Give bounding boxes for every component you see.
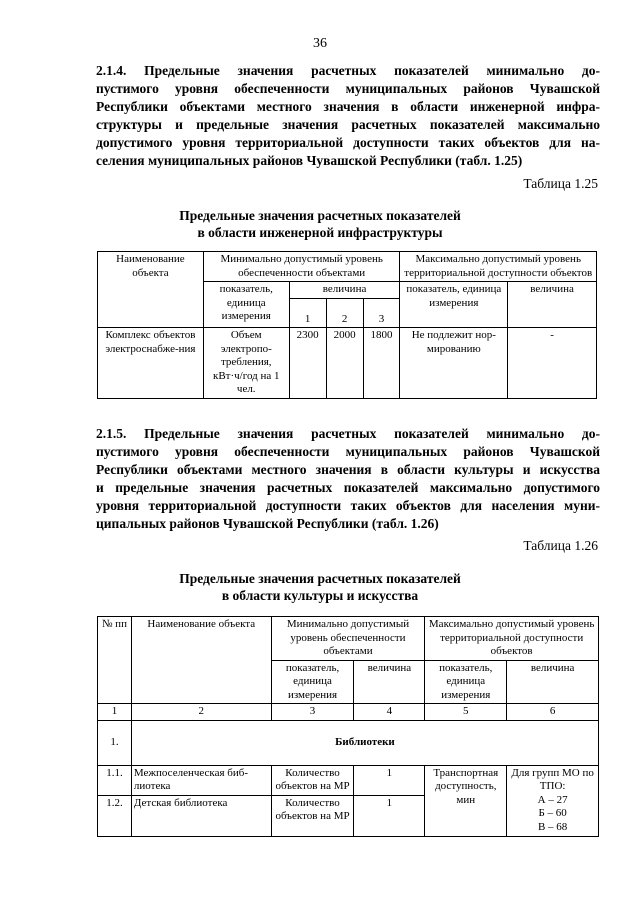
column-number: 3 xyxy=(271,704,354,721)
access-indicator: Транспортная доступность, мин xyxy=(425,765,507,836)
header-indicator-2: показатель, единица измерения xyxy=(400,282,508,328)
header-indicator-2: показатель, единица измерения xyxy=(425,660,507,704)
cell-value-2: 2000 xyxy=(326,328,363,399)
table-1-26 xyxy=(97,616,599,837)
header-number: № пп xyxy=(98,617,132,704)
access-value-b: Б – 60 xyxy=(538,807,567,819)
text-line: Республики объектами местного значения в области инженерной инфра- xyxy=(96,99,600,114)
group-row xyxy=(98,720,599,765)
table-title-1-25 xyxy=(0,207,640,241)
table-label-1-25: Таблица 1.25 xyxy=(523,176,598,191)
header-min-level: Минимально допустимый уровень обеспеченности объектами xyxy=(203,252,400,282)
header-max-access: Максимально допустимый уровень территориальной доступности объектов xyxy=(400,252,597,282)
text-line: селения муниципальных районов Чувашской Республики (табл. 1.25) xyxy=(96,153,523,168)
cell-value-3: 1800 xyxy=(363,328,400,399)
access-value-c: В – 68 xyxy=(537,820,568,833)
text-line: пустимого уровня обеспеченности муниципальных районов Чувашской xyxy=(96,81,600,96)
cell-value-1: 2300 xyxy=(289,328,326,399)
row-value: 1 xyxy=(354,795,425,836)
table-1-25 xyxy=(97,251,597,399)
row-number: 1.2. xyxy=(98,795,132,836)
table-title-line: Предельные значения расчетных показателей xyxy=(179,208,461,223)
row-indicator: Количество объектов на МР xyxy=(271,795,354,836)
table-title-line: Предельные значения расчетных показателей xyxy=(179,571,461,586)
row-number: 1.1. xyxy=(98,765,132,795)
group-name: Библиотеки xyxy=(131,720,598,765)
header-value-col-3: 3 xyxy=(363,299,400,328)
header-value-col-1: 1 xyxy=(289,299,326,328)
table-row xyxy=(98,328,597,399)
text-line: допустимого уровня территориальной доступности таких объектов для на- xyxy=(96,135,600,150)
header-name: Наименование объекта xyxy=(98,252,204,328)
section-2-1-5-text xyxy=(96,425,600,533)
page-number: 36 xyxy=(313,36,327,51)
text-line: ципальных районов Чувашской Республики (табл. 1.26) xyxy=(96,516,439,531)
column-number-row xyxy=(98,704,599,721)
cell-indicator: Объем электропо-требления, кВт·ч/год на 1 чел. xyxy=(203,328,289,399)
access-value-head: Для групп МО по ТПО: xyxy=(511,766,594,792)
header-value-2: величина xyxy=(507,660,599,704)
header-value: величина xyxy=(289,282,400,299)
text-line: структуры и предельные значения расчетных показателей максимально xyxy=(96,117,600,132)
access-value xyxy=(507,765,599,836)
text-line: 2.1.5. Предельные значения расчетных показателей минимально до- xyxy=(96,426,600,441)
access-value-a: А – 27 xyxy=(537,793,568,806)
cell-name: Комплекс объектов электроснабже-ния xyxy=(98,328,204,399)
text-line: уровня территориальной доступности таких объектов для населения муни- xyxy=(96,498,600,513)
header-max-access: Максимально допустимый уровень территориальной доступности объектов xyxy=(425,617,599,661)
column-number: 1 xyxy=(98,704,132,721)
header-value-col-2: 2 xyxy=(326,299,363,328)
header-min-level: Минимально допустимый уровень обеспеченности объектами xyxy=(271,617,425,661)
table-row xyxy=(98,765,599,795)
text-line: и предельные значения расчетных показателей максимально допустимого xyxy=(96,480,600,495)
cell-value-2b: - xyxy=(508,328,597,399)
table-title-1-26 xyxy=(0,570,640,604)
row-indicator: Количество объектов на МР xyxy=(271,765,354,795)
cell-indicator-2: Не подлежит нор-мированию xyxy=(400,328,508,399)
table-title-line: в области культуры и искусства xyxy=(221,588,419,603)
header-value-2: величина xyxy=(508,282,597,328)
section-2-1-4-text xyxy=(96,62,600,170)
header-name: Наименование объекта xyxy=(131,617,271,704)
column-number: 4 xyxy=(354,704,425,721)
text-line: 2.1.4. Предельные значения расчетных показателей минимально до- xyxy=(96,63,600,78)
header-indicator: показатель, единица измерения xyxy=(203,282,289,328)
header-value: величина xyxy=(354,660,425,704)
column-number: 5 xyxy=(425,704,507,721)
text-line: Республики объектами местного значения в области культуры и искусства xyxy=(96,462,600,477)
row-name: Детская библиотека xyxy=(131,795,271,836)
column-number: 2 xyxy=(131,704,271,721)
group-number: 1. xyxy=(98,720,132,765)
row-name: Межпоселенческая биб-лиотека xyxy=(131,765,271,795)
table-label-1-26: Таблица 1.26 xyxy=(523,538,598,553)
text-line: пустимого уровня обеспеченности муниципальных районов Чувашской xyxy=(96,444,600,459)
header-indicator: показатель, единица измерения xyxy=(271,660,354,704)
row-value: 1 xyxy=(354,765,425,795)
table-title-line: в области инженерной инфраструктуры xyxy=(197,225,443,240)
column-number: 6 xyxy=(507,704,599,721)
